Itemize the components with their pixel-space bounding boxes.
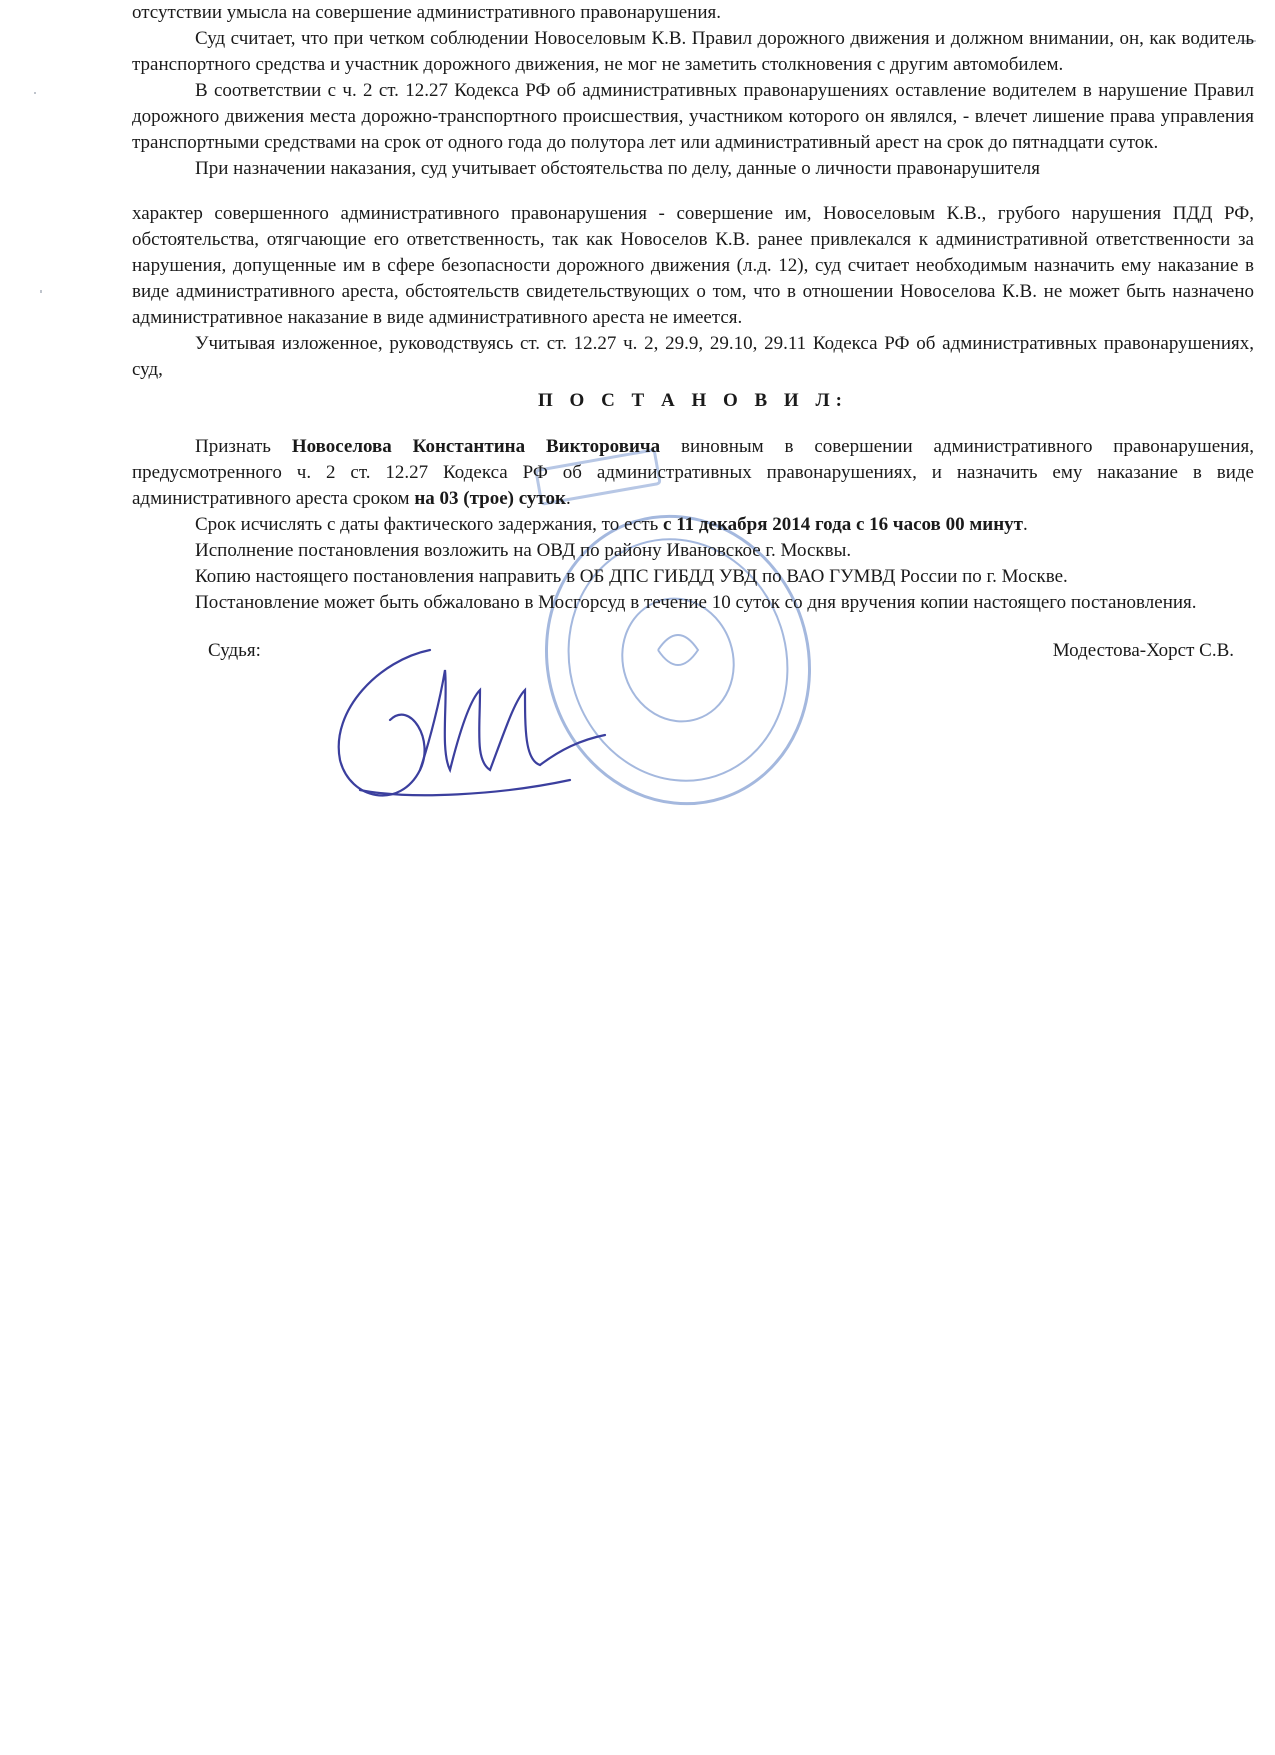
scan-gap bbox=[132, 182, 1254, 201]
paragraph: характер совершенного административного правонарушения - совершение им, Новоселовым К.В., грубого нарушения ПДД РФ, обстоятельства, отягчающие его ответственность, так как Новоселов К.В. ранее привлекался к административной ответственности за нарушения, допущенные им в сфере безопасности дорожного движения (л.д. 12), суд считает необходимым назначить ему наказание в виде административного ареста, обстоятельств свидетельствующих о том, что в отношении Новоселова К.В. не может быть назначено административное наказание в виде административного ареста не имеется. bbox=[132, 203, 1254, 328]
paragraph: отсутствии умысла на совершение административного правонарушения. bbox=[132, 2, 721, 23]
ruling-text: . bbox=[565, 488, 571, 509]
document-body bbox=[132, 0, 1254, 664]
scan-artifact bbox=[40, 290, 42, 293]
ruling-text: виновным в совершении административного правонарушения, предусмотренного ч. 2 ст. 12.27 Кодекса РФ об административных правонарушениях, и назначить ему наказание в виде административного ареста сроком bbox=[132, 436, 1254, 509]
ruling-paragraph: Постановление может быть обжаловано в Мосгорсуд в течение 10 суток со дня вручения копии настоящего постановления. bbox=[195, 592, 1197, 613]
judge-label: Судья: bbox=[208, 640, 261, 661]
scan-artifact bbox=[34, 92, 36, 94]
paragraph: При назначении наказания, суд учитывает обстоятельства по делу, данные о личности правонарушителя bbox=[195, 158, 1040, 179]
ruling-text: . bbox=[1023, 514, 1028, 535]
ruling-paragraph bbox=[132, 512, 1254, 538]
ruling-text: Признать bbox=[195, 436, 292, 457]
detention-date: с 11 декабря 2014 года с 16 часов 00 минут bbox=[663, 514, 1023, 535]
ruling-paragraph bbox=[132, 434, 1254, 512]
paragraph: Суд считает, что при четком соблюдении Новоселовым К.В. Правил дорожного движения и должном внимании, он, как водитель транспортного средства и участник дорожного движения, не мог не заметить столкновения с другим автомобилем. bbox=[132, 28, 1254, 75]
paragraph: В соответствии с ч. 2 ст. 12.27 Кодекса РФ об административных правонарушениях оставление водителем в нарушение Правил дорожного движения места дорожно-транспортного происшествия, участником которого он являлся, - влечет лишение права управления транспортными средствами на срок от одного года до полутора лет или административный арест на срок до пятнадцати суток. bbox=[132, 80, 1254, 153]
ruling-heading: П О С Т А Н О В И Л: bbox=[538, 390, 848, 411]
signature-line bbox=[132, 638, 1254, 664]
judge-signature bbox=[320, 640, 660, 820]
judge-name: Модестова-Хорст С.В. bbox=[1052, 640, 1234, 661]
ruling-paragraph: Исполнение постановления возложить на ОВД по району Ивановское г. Москвы. bbox=[195, 540, 852, 561]
ruling-text: Срок исчислять с даты фактического задержания, то есть bbox=[195, 514, 664, 535]
paragraph: Учитывая изложенное, руководствуясь ст. ст. 12.27 ч. 2, 29.9, 29.10, 29.11 Кодекса РФ об административных правонарушениях, суд, bbox=[132, 333, 1254, 380]
sentence-term: на 03 (трое) суток bbox=[414, 488, 566, 509]
defendant-name: Новоселова Константина Викторовича bbox=[291, 436, 661, 457]
ruling-paragraph: Копию настоящего постановления направить в ОБ ДПС ГИБДД УВД по ВАО ГУМВД России по г. Москве. bbox=[195, 566, 1068, 587]
